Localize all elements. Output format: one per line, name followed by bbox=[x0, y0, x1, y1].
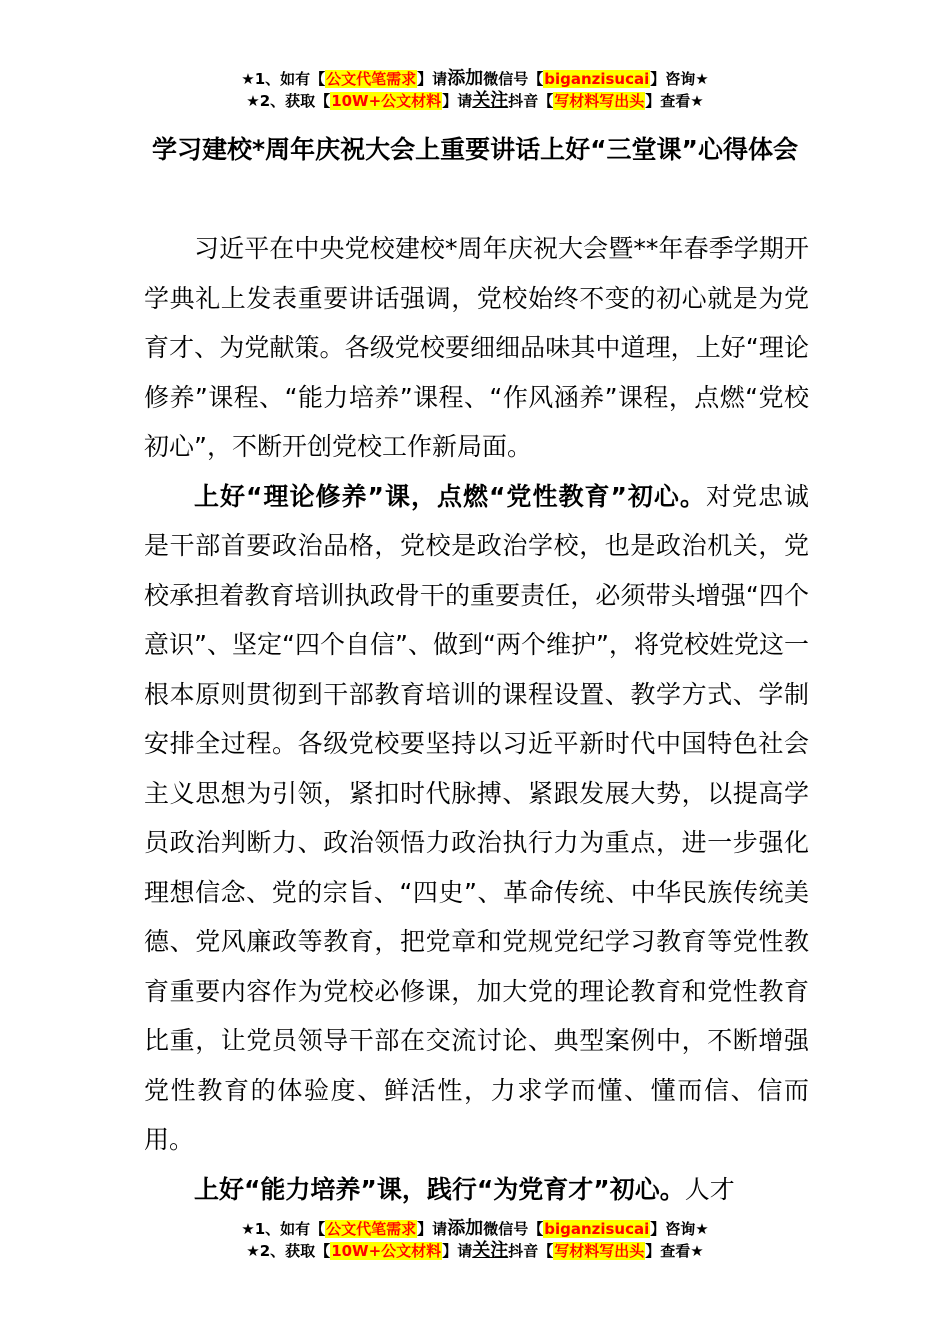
paragraph bbox=[144, 472, 809, 1165]
promo-text: 微信号【 bbox=[483, 1220, 544, 1238]
promo-wechat-id: biganzisucai bbox=[544, 1220, 650, 1238]
promo-text: 】请 bbox=[442, 92, 473, 110]
promo-text: 】咨询★ bbox=[650, 1220, 709, 1238]
promo-douyin-id: 写材料写出头 bbox=[554, 92, 645, 110]
promo-line-1 bbox=[0, 68, 950, 90]
paragraph bbox=[144, 224, 809, 472]
promo-text: 】查看★ bbox=[645, 1242, 704, 1260]
promo-text: 】咨询★ bbox=[650, 70, 709, 88]
promo-text: 】查看★ bbox=[645, 92, 704, 110]
promo-text: 】请 bbox=[417, 70, 448, 88]
paragraph bbox=[144, 1165, 809, 1215]
promo-highlight: 公文代笔需求 bbox=[326, 1220, 417, 1238]
paragraph-text: 对党忠诚是干部首要政治品格，党校是政治学校，也是政治机关，党校承担着教育培训执政骨干的重要责任，必须带头增强“四个意识”、坚定“四个自信”、做到“两个维护”，将党校姓党这一根本原则贯彻到干部教育培训的课程设置、教学方式、学制安排全过程。各级党校要坚持以习近平新时代中国特色社会主义思想为引领，紧扣时代脉搏、紧跟发展大势，以提高学员政治判断力、政治领悟力政治执行力为重点，进一步强化理想信念、党的宗旨、“四史”、革命传统、中华民族传统美德、党风廉政等教育，把党章和党规党纪学习教育等党性教育重要内容作为党校必修课，加大党的理论教育和党性教育比重，让党员领导干部在交流讨论、典型案例中，不断增强党性教育的体验度、鲜活性，力求学而懂、懂而信、信而用。 bbox=[144, 481, 809, 1154]
promo-douyin-id: 写材料写出头 bbox=[554, 1242, 645, 1260]
paragraph-text: 人才 bbox=[684, 1174, 735, 1204]
promo-text: 微信号【 bbox=[483, 70, 544, 88]
paragraph-heading: 上好“理论修养”课，点燃“党性教育”初心。 bbox=[194, 481, 706, 511]
promo-text: ★1、如有【 bbox=[241, 70, 326, 88]
promo-highlight: 10W+公文材料 bbox=[331, 92, 442, 110]
promo-emphasis: 关注 bbox=[472, 90, 509, 111]
document-title: 学习建校*周年庆祝大会上重要讲话上好“三堂课”心得体会 bbox=[152, 135, 798, 164]
promo-header bbox=[0, 68, 950, 112]
promo-footer bbox=[0, 1218, 950, 1262]
promo-emphasis: 添加 bbox=[447, 68, 484, 89]
promo-text: ★2、获取【 bbox=[246, 92, 331, 110]
paragraph-text: 习近平在中央党校建校*周年庆祝大会暨**年春季学期开学典礼上发表重要讲话强调，党校始终不变的初心就是为党育才、为党献策。各级党校要细细品味其中道理，上好“理论修养”课程、“能力培养”课程、“作风涵养”课程，点燃“党校初心”，不断开创党校工作新局面。 bbox=[144, 234, 809, 461]
promo-wechat-id: biganzisucai bbox=[544, 70, 650, 88]
promo-text: ★1、如有【 bbox=[241, 1220, 326, 1238]
promo-line-2 bbox=[0, 90, 950, 112]
promo-text: 】请 bbox=[442, 1242, 473, 1260]
promo-text: 】请 bbox=[417, 1220, 448, 1238]
promo-highlight: 公文代笔需求 bbox=[326, 70, 417, 88]
promo-emphasis: 关注 bbox=[472, 1240, 509, 1261]
promo-highlight: 10W+公文材料 bbox=[331, 1242, 442, 1260]
document-body bbox=[144, 224, 809, 1214]
promo-text: 抖音【 bbox=[508, 1242, 554, 1260]
promo-line-1 bbox=[0, 1218, 950, 1240]
promo-text: ★2、获取【 bbox=[246, 1242, 331, 1260]
promo-text: 抖音【 bbox=[508, 92, 554, 110]
promo-emphasis: 添加 bbox=[447, 1218, 484, 1239]
promo-line-2 bbox=[0, 1240, 950, 1262]
paragraph-heading: 上好“能力培养”课，践行“为党育才”初心。 bbox=[194, 1174, 685, 1204]
